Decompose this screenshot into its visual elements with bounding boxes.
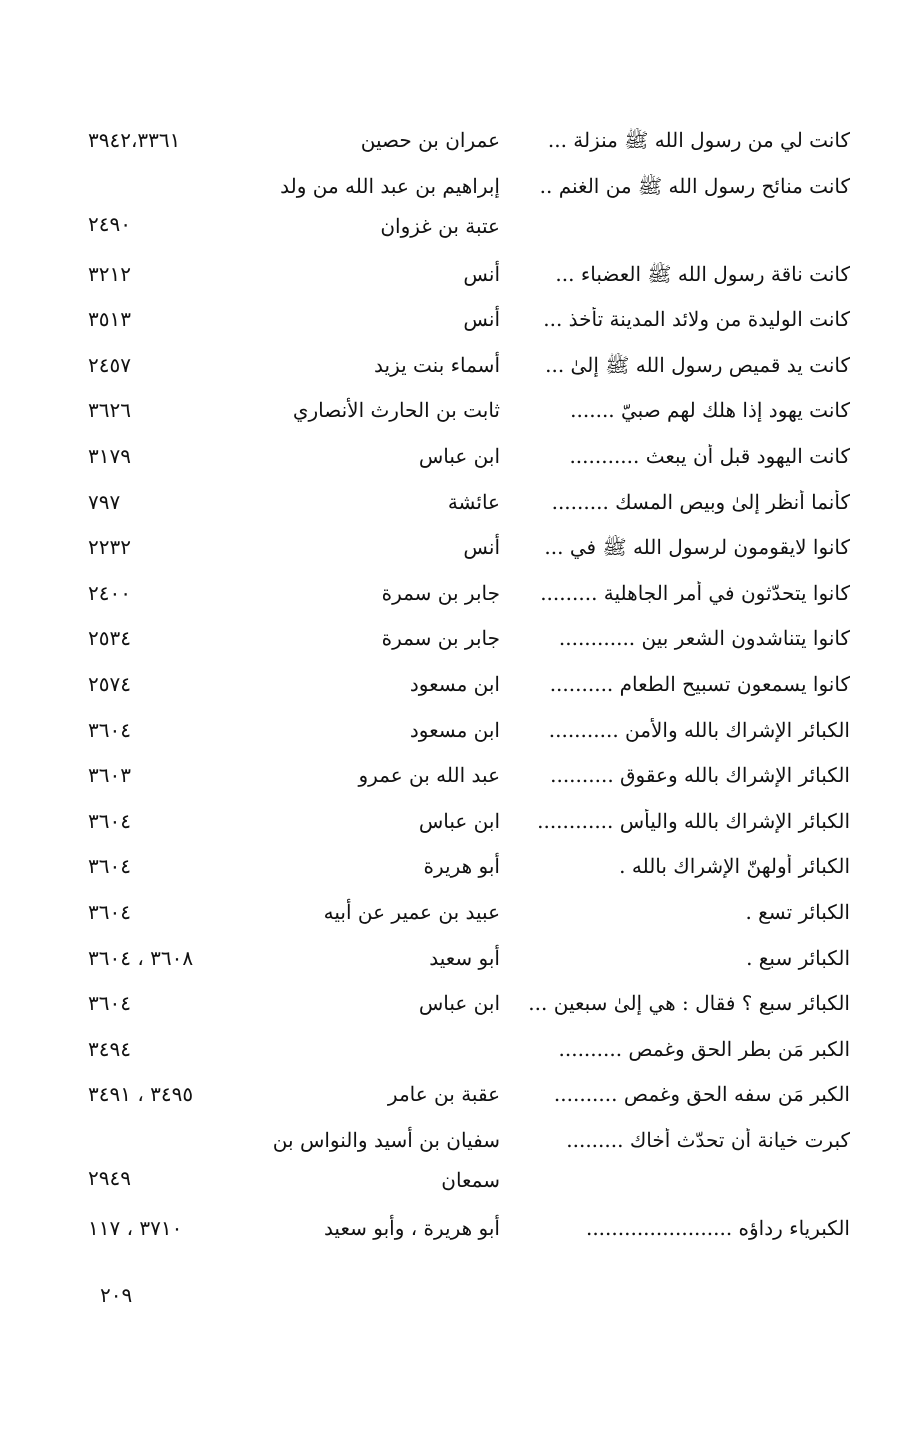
list-item — [80, 1120, 850, 1208]
list-item — [80, 573, 850, 619]
hadith-index-list — [80, 120, 850, 1253]
reference-numbers: ٣٢١٢ — [88, 261, 131, 286]
hadith-incipit: كانوا يسمعون تسبيح الطعام .......... — [549, 671, 850, 696]
narrator-name: جابر بن سمرة — [381, 580, 500, 605]
hadith-incipit: كانت اليهود قبل أن يبعث ........... — [569, 443, 850, 468]
list-item — [80, 120, 850, 166]
reference-numbers: ٣٦٠٤ — [88, 854, 131, 879]
narrator-name: ابن عباس — [418, 991, 500, 1016]
hadith-incipit: الكبائر الإشراك بالله وعقوق .......... — [550, 763, 850, 788]
hadith-incipit: كانوا لايقومون لرسول الله ﷺ في ... — [544, 535, 850, 560]
hadith-incipit: كانت يد قميص رسول الله ﷺ إلىٰ ... — [545, 352, 850, 377]
reference-numbers: ٣١٧٩ — [88, 443, 131, 468]
reference-numbers: ٣٩٤٢،٣٣٦١ — [88, 128, 181, 152]
list-item — [80, 299, 850, 345]
narrator-name: ابن عباس — [418, 808, 500, 833]
hadith-incipit: كانت لي من رسول الله ﷺ منزلة ... — [547, 128, 850, 152]
reference-numbers: ٧٩٧ — [88, 489, 121, 514]
hadith-incipit: الكبر مَن بطر الحق وغمص .......... — [558, 1036, 850, 1061]
reference-numbers: ٣٦٠٤ — [88, 808, 131, 833]
list-item — [80, 436, 850, 482]
list-item — [80, 892, 850, 938]
reference-numbers: ٢٤٠٠ — [88, 580, 131, 605]
hadith-incipit: الكبائر الإشراك بالله والأمن ........... — [548, 717, 850, 742]
narrator-name: ثابت بن الحارث الأنصاري — [292, 398, 500, 423]
list-item — [80, 664, 850, 710]
hadith-incipit: الكبائر سبع ؟ فقال : هي إلىٰ سبعين ... — [528, 991, 850, 1016]
hadith-incipit: الكبائر أولهنّ الإشراك بالله . — [619, 854, 850, 879]
reference-numbers: ٢٢٣٢ — [88, 535, 131, 560]
list-item — [80, 1208, 850, 1254]
list-item — [80, 846, 850, 892]
hadith-incipit: الكبائر سبع . — [746, 945, 850, 970]
list-item — [80, 755, 850, 801]
narrator-name: أسماء بنت يزيد — [374, 352, 500, 377]
list-item — [80, 710, 850, 756]
list-item — [80, 938, 850, 984]
narrator-name: إبراهيم بن عبد الله من ولد عتبة بن غزوان — [280, 173, 500, 238]
hadith-incipit: الكبرياء رداؤه ....................... — [585, 1215, 850, 1240]
list-item — [80, 983, 850, 1029]
narrator-name: أنس — [463, 261, 500, 286]
reference-numbers: ٣٧١٠ ، ١١٧ — [88, 1215, 183, 1240]
narrator-name: عائشة — [447, 489, 500, 514]
list-item — [80, 1029, 850, 1075]
list-item — [80, 254, 850, 300]
narrator-name: أنس — [463, 535, 500, 560]
reference-numbers: ٣٦٠٤ — [88, 717, 131, 742]
narrator-name: أبو هريرة ، وأبو سعيد — [323, 1215, 500, 1240]
narrator-name: ابن مسعود — [409, 717, 500, 742]
hadith-incipit: كانوا يتحدّثون في أمر الجاهلية ......... — [540, 580, 850, 605]
reference-numbers: ٣٦٠٤ — [88, 991, 131, 1016]
list-item — [80, 801, 850, 847]
hadith-incipit: كانت ناقة رسول الله ﷺ العضباء ... — [555, 261, 850, 286]
reference-numbers: ٢٥٣٤ — [88, 626, 131, 651]
narrator-name: عبد الله بن عمرو — [358, 763, 500, 788]
hadith-incipit: الكبائر الإشراك بالله واليأس ............ — [537, 808, 850, 833]
reference-numbers: ٢٥٧٤ — [88, 671, 131, 696]
hadith-incipit: كأنما أنظر إلىٰ وبيص المسك ......... — [551, 489, 850, 514]
hadith-incipit: كانت منائح رسول الله ﷺ من الغنم .. — [539, 173, 850, 198]
reference-numbers: ٢٤٥٧ — [88, 352, 131, 377]
hadith-incipit: الكبائر تسع . — [745, 899, 850, 924]
narrator-name: عمران بن حصين — [360, 128, 500, 152]
narrator-name: أبو سعيد — [429, 945, 500, 970]
narrator-name: ابن مسعود — [409, 671, 500, 696]
reference-numbers: ٣٦٠٨ ، ٣٦٠٤ — [88, 945, 194, 970]
list-item — [80, 482, 850, 528]
hadith-incipit: كانت يهود إذا هلك لهم صبيّ ....... — [570, 398, 850, 423]
list-item — [80, 1074, 850, 1120]
narrator-name: أنس — [463, 307, 500, 332]
reference-numbers: ٣٤٩٤ — [88, 1036, 131, 1061]
reference-numbers: ٣٦٠٤ — [88, 899, 131, 924]
hadith-incipit: كانت الوليدة من ولائد المدينة تأخذ ... — [543, 307, 850, 332]
list-item — [80, 527, 850, 573]
reference-numbers: ٣٥١٣ — [88, 307, 131, 332]
narrator-name: جابر بن سمرة — [381, 626, 500, 651]
list-item — [80, 618, 850, 664]
hadith-incipit: الكبر مَن سفه الحق وغمص .......... — [553, 1082, 850, 1107]
list-item — [80, 166, 850, 254]
narrator-name: أبو هريرة — [423, 854, 500, 879]
reference-numbers: ٣٤٩٥ ، ٣٤٩١ — [88, 1082, 194, 1107]
hadith-incipit: كانوا يتناشدون الشعر بين ............ — [558, 626, 850, 651]
narrator-name: عقبة بن عامر — [387, 1082, 500, 1107]
reference-numbers: ٣٦٢٦ — [88, 398, 131, 423]
reference-numbers: ٣٦٠٣ — [88, 763, 131, 788]
list-item — [80, 390, 850, 436]
narrator-name: سفيان بن أسيد والنواس بن سمعان — [272, 1127, 500, 1192]
page-number: ٢٠٩ — [100, 1283, 133, 1307]
hadith-incipit: كبرت خيانة أن تحدّث أخاك ......... — [566, 1127, 850, 1152]
narrator-name: عبيد بن عمير عن أبيه — [323, 899, 500, 924]
list-item — [80, 345, 850, 391]
narrator-name: ابن عباس — [418, 443, 500, 468]
reference-numbers: ٢٤٩٠ — [88, 211, 131, 236]
reference-numbers: ٢٩٤٩ — [88, 1165, 131, 1190]
